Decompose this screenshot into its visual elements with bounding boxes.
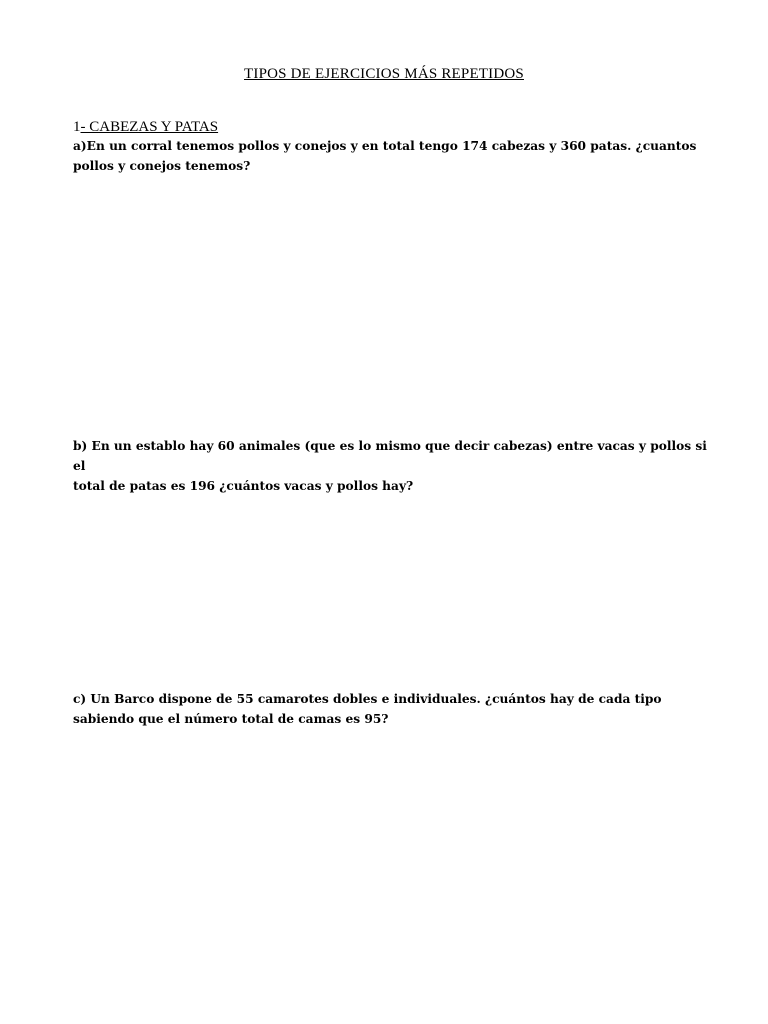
exercise-c	[73, 689, 713, 729]
exercise-a-line-2: pollos y conejos tenemos?	[73, 159, 251, 173]
exercise-b	[73, 436, 713, 496]
section-number: 1	[73, 119, 81, 135]
exercise-c-text-1: Un Barco dispone de 55 camarotes dobles e individuales. ¿cuántos hay de cada tipo	[86, 692, 662, 706]
section-title: - CABEZAS Y PATAS	[80, 119, 219, 135]
document-title: TIPOS DE EJERCICIOS MÁS REPETIDOS	[244, 66, 524, 82]
exercise-b-text-1: En un establo hay 60 animales (que es lo mismo que decir cabezas) entre vacas y pollos si el	[73, 439, 707, 473]
exercise-b-line-1	[73, 436, 713, 476]
exercise-a-text-1: En un corral tenemos pollos y conejos y en total tengo 174 cabezas y 360 patas. ¿cuantos	[86, 139, 697, 153]
exercise-c-line-1	[73, 689, 713, 709]
exercise-c-line-2: sabiendo que el número total de camas es 95?	[73, 712, 389, 726]
exercise-b-label: b)	[73, 439, 88, 453]
exercise-b-line-2: total de patas es 196 ¿cuántos vacas y pollos hay?	[73, 479, 414, 493]
exercise-a	[73, 136, 713, 176]
exercise-a-label: a)	[73, 139, 87, 153]
section-heading	[73, 119, 218, 136]
exercise-c-label: c)	[73, 692, 87, 706]
exercise-a-line-1	[73, 136, 713, 156]
